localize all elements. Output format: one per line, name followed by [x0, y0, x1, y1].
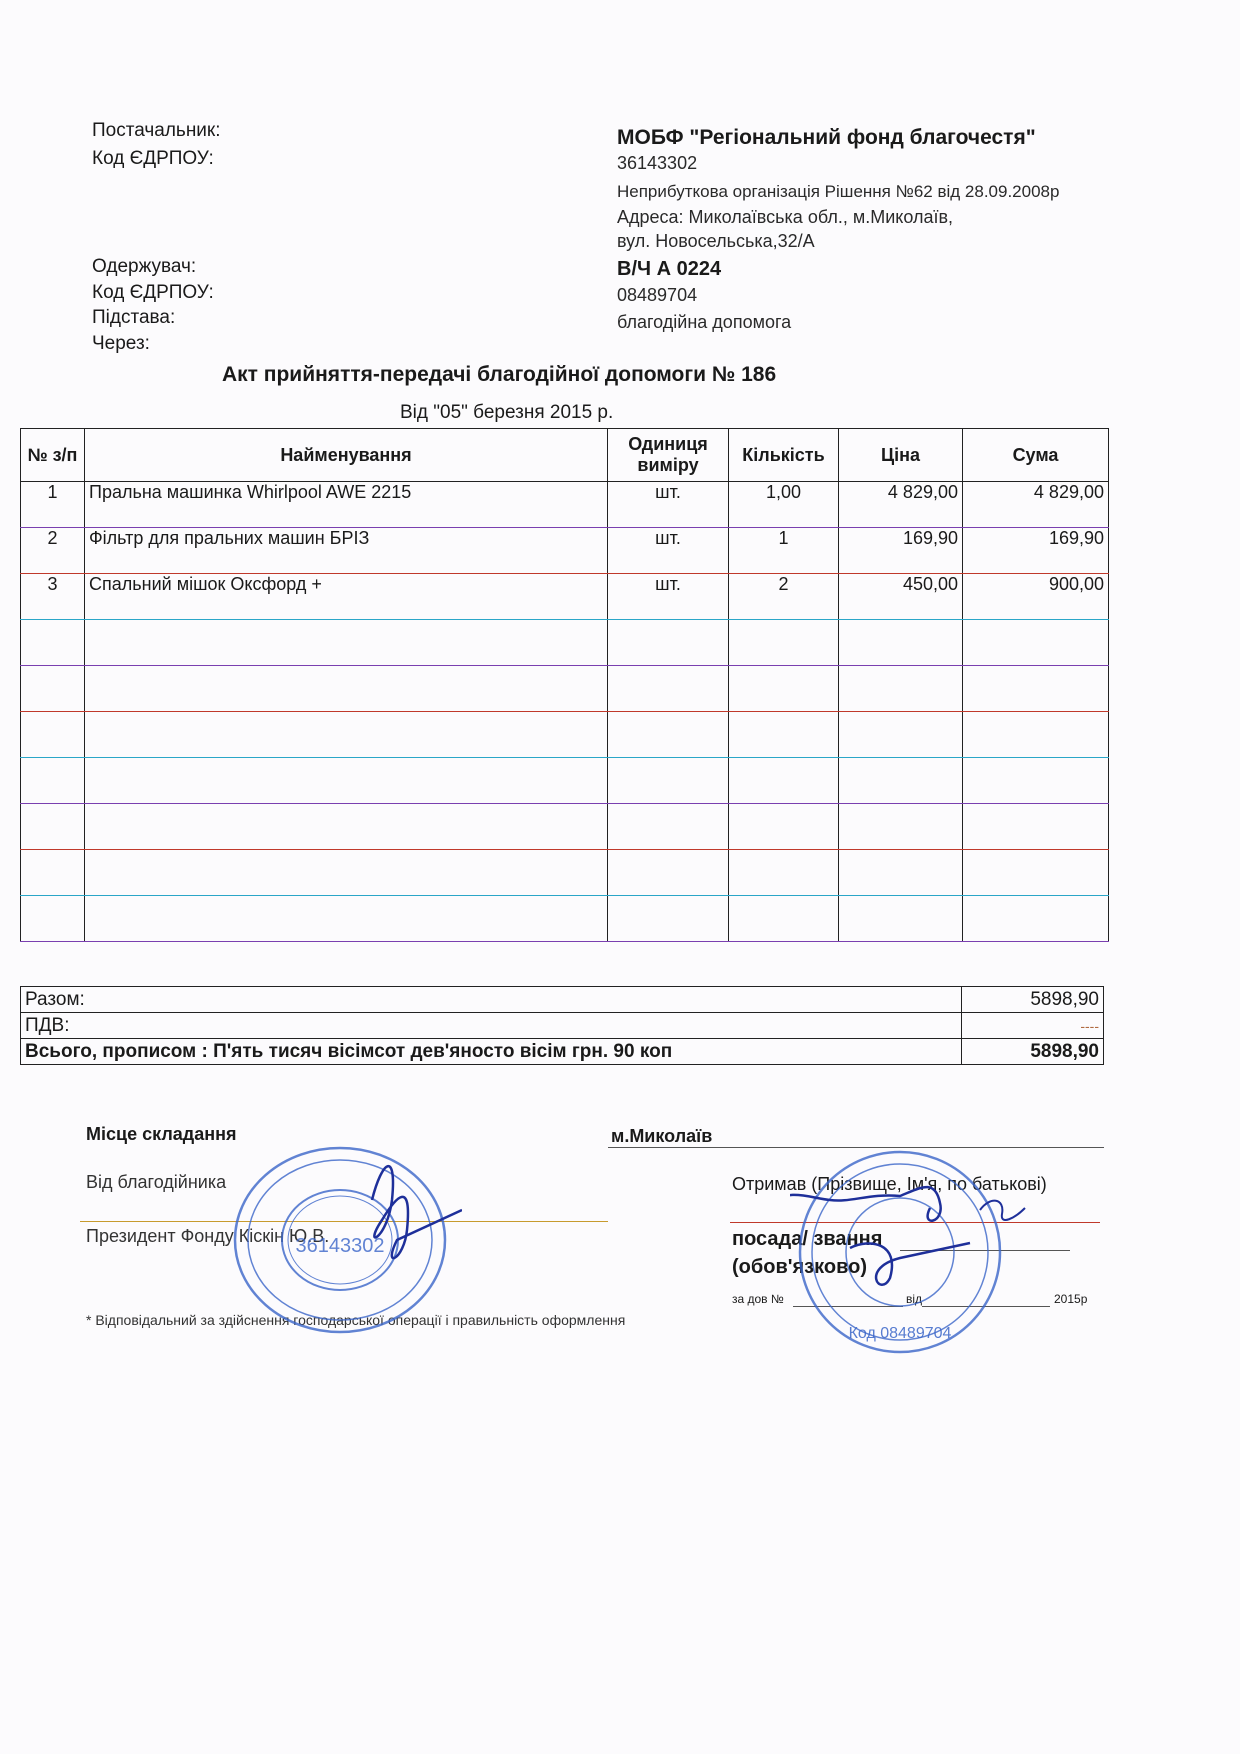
- stamp-left-code: 36143302: [295, 1235, 385, 1257]
- recipient-handwriting: [980, 1201, 1025, 1220]
- supplier-address-1: Адреса: Миколаївська обл., м.Миколаїв,: [617, 207, 954, 227]
- table-row-empty: [21, 804, 1109, 850]
- president-label: Президент Фонду Кіскін Ю.В.: [86, 1226, 330, 1246]
- table-row-empty: [21, 758, 1109, 804]
- row-qty: 1,00: [729, 482, 839, 528]
- supplier-edrpou: 36143302: [617, 153, 698, 173]
- footnote: * Відповідальний за здійснення господарської операції і правильність оформлення: [86, 1312, 626, 1328]
- basis-value: благодійна допомога: [617, 312, 792, 332]
- subtotal-value: 5898,90: [962, 987, 1104, 1013]
- totals-table: [20, 986, 1104, 1065]
- received-label: Отримав (Прізвище, Ім'я, по батькові): [732, 1174, 1047, 1194]
- row-qty: 2: [729, 574, 839, 620]
- table-row-empty: [21, 666, 1109, 712]
- col-name: Найменування: [85, 429, 608, 482]
- table-row: [21, 528, 1109, 574]
- row-qty: 1: [729, 528, 839, 574]
- col-unit: Одиниця виміру: [608, 429, 729, 482]
- row-price: 450,00: [839, 574, 963, 620]
- row-sum: 4 829,00: [963, 482, 1109, 528]
- items-table: [20, 428, 1109, 942]
- row-name: Пральна машинка Whirlpool AWE 2215: [85, 482, 608, 528]
- col-sum: Сума: [963, 429, 1109, 482]
- table-row-empty: [21, 620, 1109, 666]
- place-label: Місце складання: [86, 1124, 237, 1144]
- row-name: Спальний мішок Оксфорд +: [85, 574, 608, 620]
- row-sum: 900,00: [963, 574, 1109, 620]
- recipient-edrpou-label: Код ЄДРПОУ:: [92, 282, 214, 303]
- supplier-note: Неприбуткова організація Рішення №62 від 28.09.2008р: [617, 182, 1060, 201]
- mandatory-label: (обов'язково): [732, 1256, 867, 1278]
- row-unit: шт.: [608, 482, 729, 528]
- via-label: Через:: [92, 333, 150, 354]
- contract-from: від: [906, 1292, 923, 1306]
- table-row-empty: [21, 896, 1109, 942]
- row-unit: шт.: [608, 574, 729, 620]
- stamp-right-code: Код 08489704: [848, 1325, 952, 1342]
- contract-label: за дов №: [732, 1292, 784, 1306]
- donor-signature: [372, 1166, 462, 1258]
- document-title: Акт прийняття-передачі благодійної допомоги № 186: [222, 363, 777, 386]
- vat-row: [21, 1013, 1104, 1039]
- recipient-label: Одержувач:: [92, 256, 197, 277]
- subtotal-row: [21, 987, 1104, 1013]
- total-row: [21, 1039, 1104, 1065]
- table-row-empty: [21, 712, 1109, 758]
- row-name: Фільтр для пральних машин БРІЗ: [85, 528, 608, 574]
- table-row: [21, 482, 1109, 528]
- contract-year: 2015р: [1054, 1292, 1088, 1306]
- table-row: [21, 574, 1109, 620]
- vat-label: ПДВ:: [21, 1013, 962, 1039]
- recipient-stamp: [790, 1148, 1030, 1358]
- subtotal-label: Разом:: [21, 987, 962, 1013]
- supplier-address-2: вул. Новосельська,32/А: [617, 231, 815, 251]
- place-value: м.Миколаїв: [611, 1126, 713, 1146]
- row-number: 2: [21, 528, 85, 574]
- col-qty: Кількість: [729, 429, 839, 482]
- from-donor-label: Від благодійника: [86, 1172, 227, 1192]
- supplier-edrpou-label: Код ЄДРПОУ:: [92, 148, 214, 169]
- table-header-row: [21, 429, 1109, 482]
- total-words: Всього, прописом : П'ять тисяч вісімсот дев'яносто вісім грн. 90 коп: [21, 1039, 962, 1065]
- recipient-edrpou: 08489704: [617, 285, 698, 305]
- supplier-label: Постачальник:: [92, 120, 221, 141]
- row-sum: 169,90: [963, 528, 1109, 574]
- row-price: 4 829,00: [839, 482, 963, 528]
- row-price: 169,90: [839, 528, 963, 574]
- total-value: 5898,90: [962, 1039, 1104, 1065]
- row-number: 1: [21, 482, 85, 528]
- col-number: № з/п: [21, 429, 85, 482]
- basis-label: Підстава:: [92, 307, 176, 328]
- donor-stamp: [222, 1140, 462, 1340]
- table-row-empty: [21, 850, 1109, 896]
- row-unit: шт.: [608, 528, 729, 574]
- position-label: посада/ звання: [732, 1228, 883, 1250]
- supplier-name: МОБФ "Регіональний фонд благочестя": [617, 126, 1036, 149]
- row-number: 3: [21, 574, 85, 620]
- vat-value: ----: [962, 1013, 1104, 1039]
- recipient-name: В/Ч А 0224: [617, 258, 722, 280]
- document-date: Від "05" березня 2015 р.: [400, 402, 614, 423]
- col-price: Ціна: [839, 429, 963, 482]
